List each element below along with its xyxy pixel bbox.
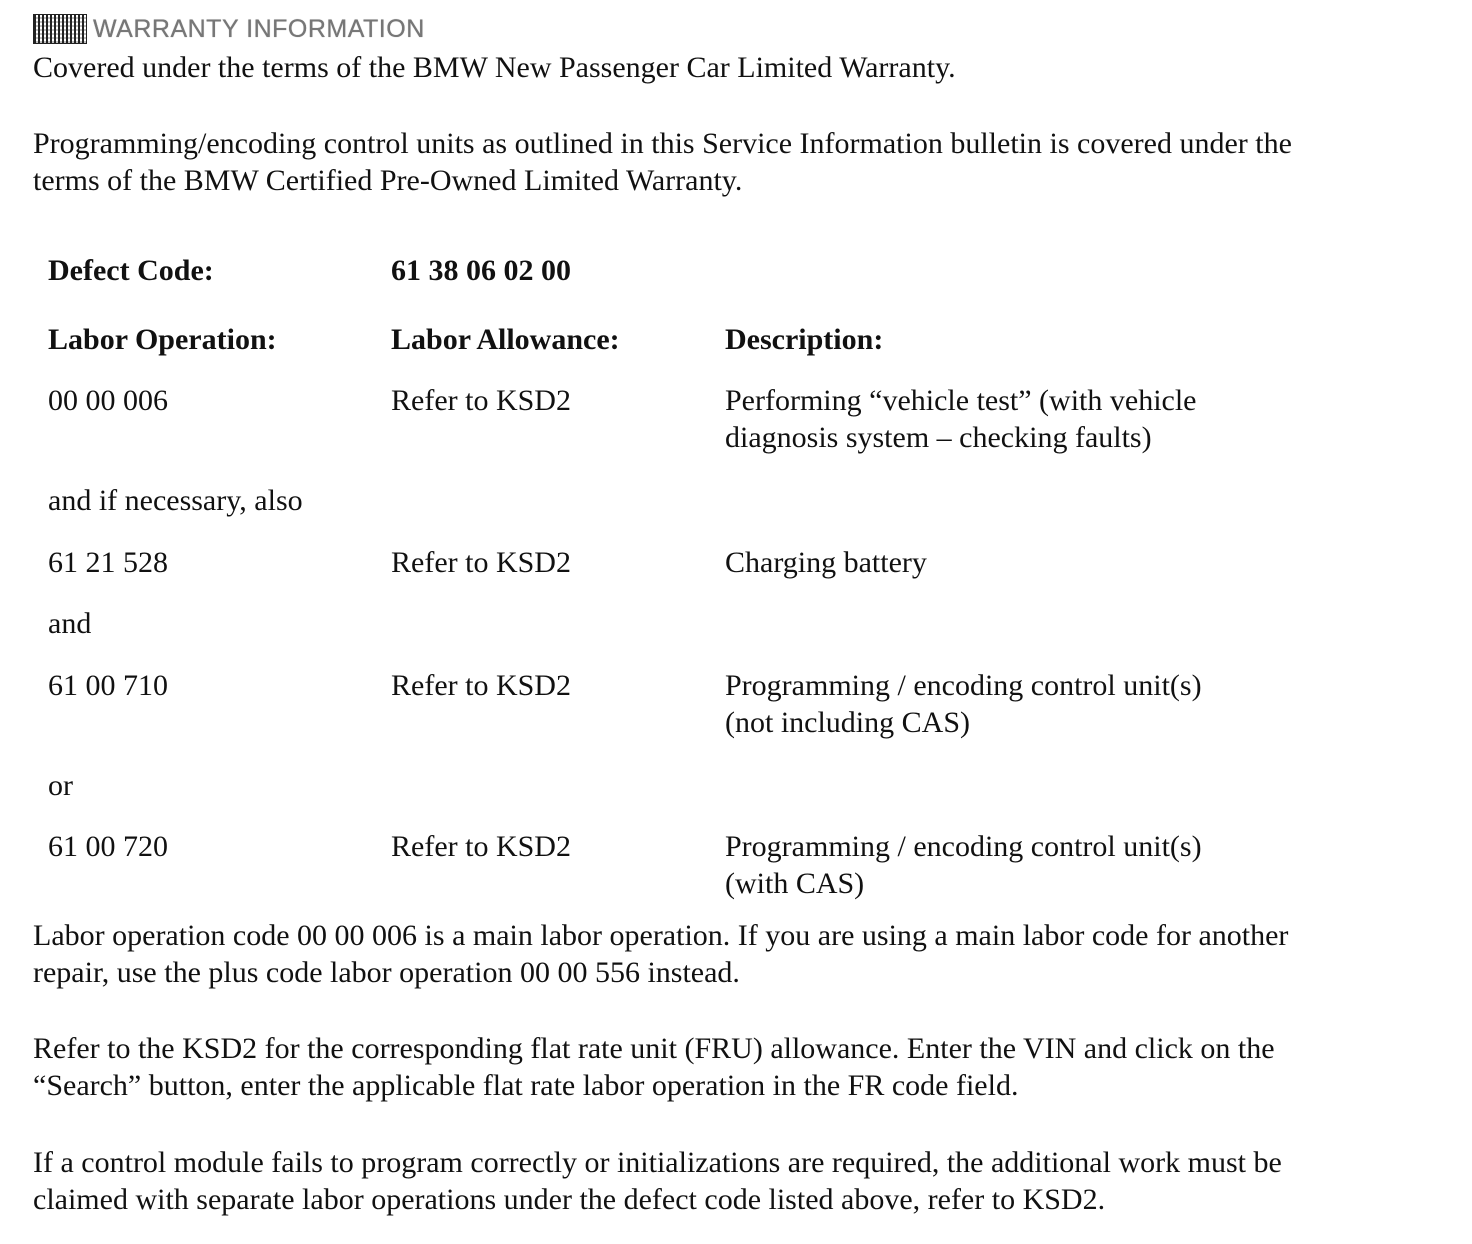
ksd2-fru-note-line-1: Refer to the KSD2 for the corresponding flat rate unit (FRU) allowance. Enter the VIN and click on the bbox=[33, 1032, 1275, 1065]
labor-allowance: Refer to KSD2 bbox=[391, 384, 571, 417]
description-line-1: Programming / encoding control unit(s) bbox=[725, 830, 1202, 863]
section-title: WARRANTY INFORMATION bbox=[93, 14, 425, 43]
control-module-note bbox=[33, 1144, 1443, 1218]
ksd2-fru-note bbox=[33, 1030, 1443, 1104]
description-line-1: Performing “vehicle test” (with vehicle bbox=[725, 384, 1197, 417]
connector-and-if-necessary: and if necessary, also bbox=[48, 484, 303, 517]
labor-operation-header: Labor Operation: bbox=[48, 323, 277, 356]
defect-code-label: Defect Code: bbox=[48, 254, 214, 287]
labor-allowance: Refer to KSD2 bbox=[391, 830, 571, 863]
labor-allowance: Refer to KSD2 bbox=[391, 546, 571, 579]
labor-op-code: 61 21 528 bbox=[48, 546, 168, 579]
ksd2-fru-note-line-2: “Search” button, enter the applicable flat rate labor operation in the FR code field. bbox=[33, 1069, 1019, 1102]
connector-and: and bbox=[48, 607, 92, 640]
control-module-note-line-2: claimed with separate labor operations under the defect code listed above, refer to KSD2. bbox=[33, 1183, 1106, 1216]
main-labor-note-line-2: repair, use the plus code labor operation 00 00 556 instead. bbox=[33, 956, 740, 989]
labor-op-code: 61 00 720 bbox=[48, 830, 168, 863]
defect-code-value: 61 38 06 02 00 bbox=[391, 254, 571, 287]
labor-allowance-header: Labor Allowance: bbox=[391, 323, 620, 356]
labor-description: Charging battery bbox=[725, 546, 927, 579]
main-labor-note-line-1: Labor operation code 00 00 006 is a main labor operation. If you are using a main labor code for another bbox=[33, 919, 1289, 952]
coverage-text: Covered under the terms of the BMW New Passenger Car Limited Warranty. bbox=[33, 51, 956, 84]
labor-op-code: 61 00 710 bbox=[48, 669, 168, 702]
description-line-2: (with CAS) bbox=[725, 867, 865, 900]
coverage-paragraph bbox=[33, 49, 1443, 86]
labor-description bbox=[725, 828, 1202, 902]
barcode-logo-icon bbox=[33, 14, 87, 44]
programming-coverage-line-1: Programming/encoding control units as outlined in this Service Information bulletin is covered under the bbox=[33, 127, 1292, 160]
section-header bbox=[33, 12, 425, 46]
connector-or: or bbox=[48, 769, 73, 802]
control-module-note-line-1: If a control module fails to program correctly or initializations are required, the additional work must be bbox=[33, 1146, 1282, 1179]
labor-allowance: Refer to KSD2 bbox=[391, 669, 571, 702]
programming-coverage-line-2: terms of the BMW Certified Pre-Owned Limited Warranty. bbox=[33, 164, 743, 197]
programming-coverage-paragraph bbox=[33, 125, 1443, 199]
labor-description bbox=[725, 667, 1202, 741]
labor-op-code: 00 00 006 bbox=[48, 384, 168, 417]
labor-description bbox=[725, 382, 1197, 456]
description-line-1: Programming / encoding control unit(s) bbox=[725, 669, 1202, 702]
description-header: Description: bbox=[725, 323, 884, 356]
description-line-2: (not including CAS) bbox=[725, 706, 970, 739]
main-labor-note bbox=[33, 917, 1443, 991]
description-line-2: diagnosis system – checking faults) bbox=[725, 421, 1152, 454]
